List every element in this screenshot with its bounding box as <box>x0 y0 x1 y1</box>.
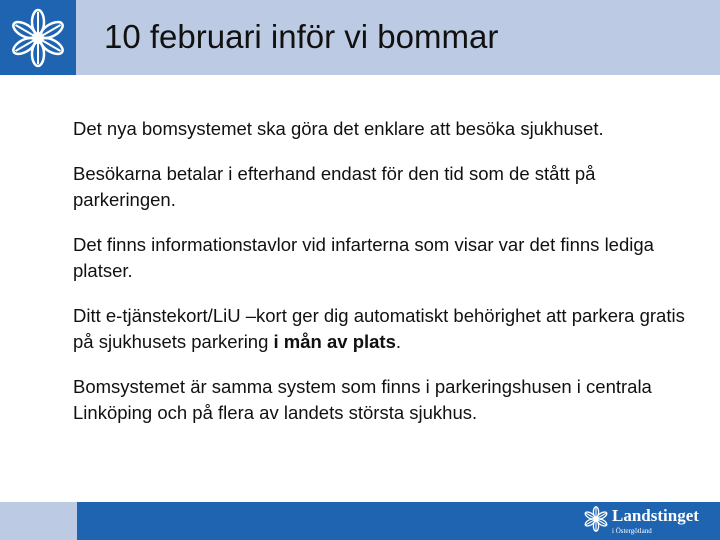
paragraph-3: Det finns informationstavlor vid infarterna som visar var det finns lediga platser. <box>73 234 654 281</box>
brand-subtitle: i Östergötland <box>612 527 652 535</box>
paragraph-4 <box>73 303 693 355</box>
footer-left-block <box>0 502 77 540</box>
brand-name: Landstinget <box>612 506 699 525</box>
paragraph-4-text: Ditt e-tjänstekort/LiU –kort ger dig automatiskt behörighet att parkera gratis på sjukhusets parkering <box>73 305 685 352</box>
paragraph-4-end: . <box>395 331 402 352</box>
slide-title: 10 februari inför vi bommar <box>104 18 499 55</box>
snowflake-flower-logo-icon <box>6 6 70 70</box>
slide-body <box>73 116 693 445</box>
paragraph-1: Det nya bomsystemet ska göra det enklare att besöka sjukhuset. <box>73 118 604 139</box>
logo-box <box>0 0 76 75</box>
paragraph-5: Bomsystemet är samma system som finns i parkeringshusen i centrala Linköping och på flera av landets största sjukhus. <box>73 376 652 423</box>
paragraph-4-bold: i mån av plats <box>273 331 396 352</box>
slide-header <box>0 0 720 75</box>
paragraph-2: Besökarna betalar i efterhand endast för den tid som de stått på parkeringen. <box>73 163 596 210</box>
snowflake-flower-logo-icon <box>582 505 610 533</box>
